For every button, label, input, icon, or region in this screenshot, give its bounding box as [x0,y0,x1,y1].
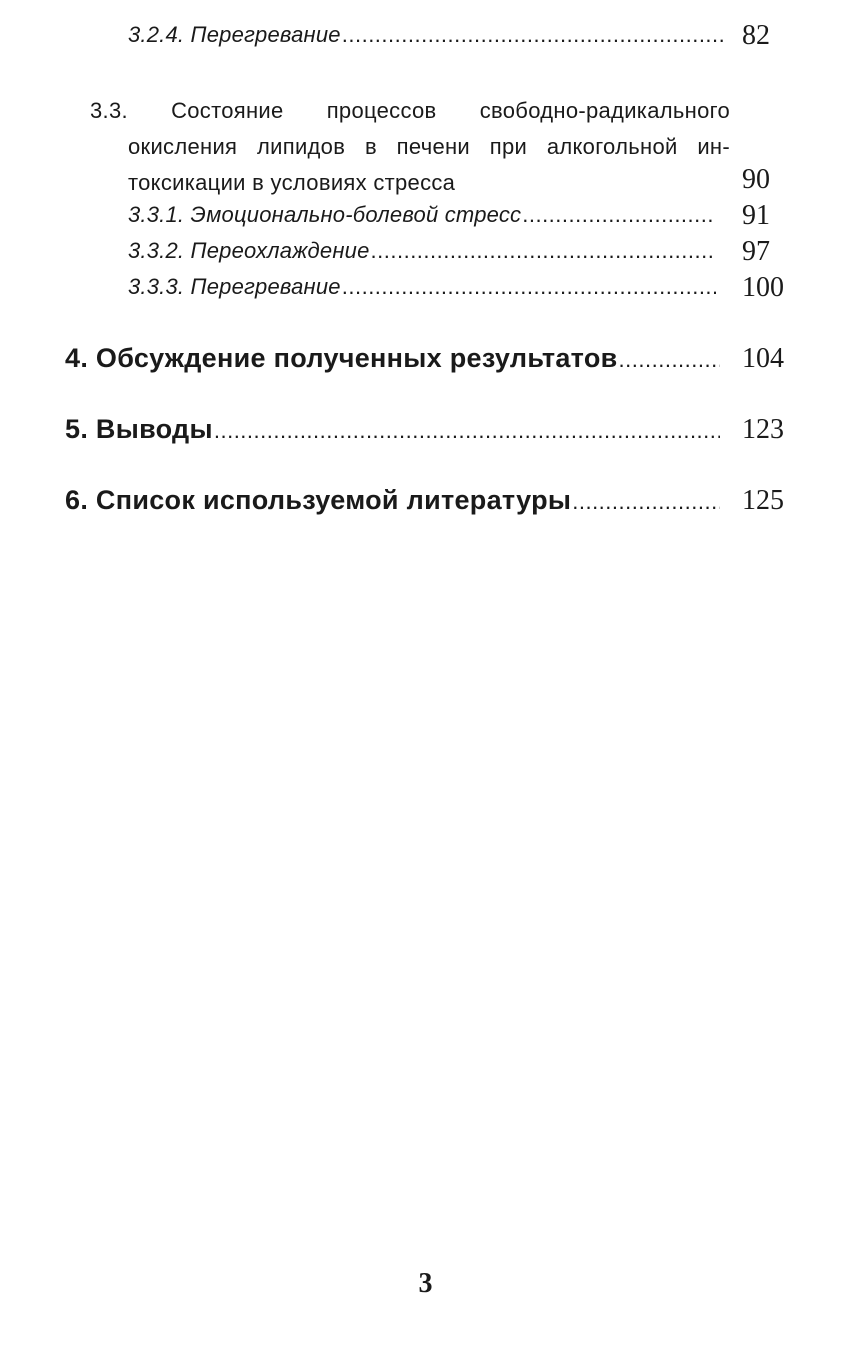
toc-entry-label: 3.3.1. Эмоционально-болевой стресс [128,202,522,227]
toc-entry-label: 3.3.3. Перегревание [128,274,341,299]
toc-page-number: 104 [742,343,784,374]
toc-page-number: 100 [742,272,784,303]
toc-page-number: 97 [742,236,770,267]
toc-page-number: 91 [742,200,770,231]
toc-chapter-4 [65,343,720,374]
toc-page-number: 90 [742,164,770,195]
toc-entry-line: 3.3. Состояние процессов свободно-радикального [90,98,730,123]
toc-page-number: 82 [742,20,770,51]
toc-entry-3-3 [90,93,730,201]
toc-chapter-label: 4. Обсуждение полученных результатов [65,343,618,373]
leader-dots [214,418,720,444]
toc-entry-line-last [90,165,718,201]
toc-entry-3-3-1 [128,202,716,228]
toc-entry-3-2-4 [128,22,726,48]
toc-entry-3-3-2 [128,238,716,264]
leader-dots [342,22,726,48]
toc-chapter-label: 6. Список используемой литературы [65,485,572,515]
toc-chapter-6 [65,485,720,516]
toc-chapter-label: 5. Выводы [65,414,213,444]
toc-entry-line: окисления липидов в печени при алкогольной ин- [128,134,730,159]
leader-dots [371,238,716,264]
leader-dots [619,347,720,373]
toc-page-number: 125 [742,485,784,516]
toc-chapter-5 [65,414,720,445]
page-number: 3 [418,1268,433,1299]
toc-entry-label: 3.2.4. Перегревание [128,22,341,47]
leader-dots [342,274,716,300]
leader-dots [572,489,720,515]
toc-entry-3-3-3 [128,274,716,300]
toc-entry-label: 3.3.2. Переохлаждение [128,238,370,263]
toc-page-number: 123 [742,414,784,445]
leader-dots [522,202,716,228]
toc-entry-label: токсикации в условиях стресса [128,170,456,195]
